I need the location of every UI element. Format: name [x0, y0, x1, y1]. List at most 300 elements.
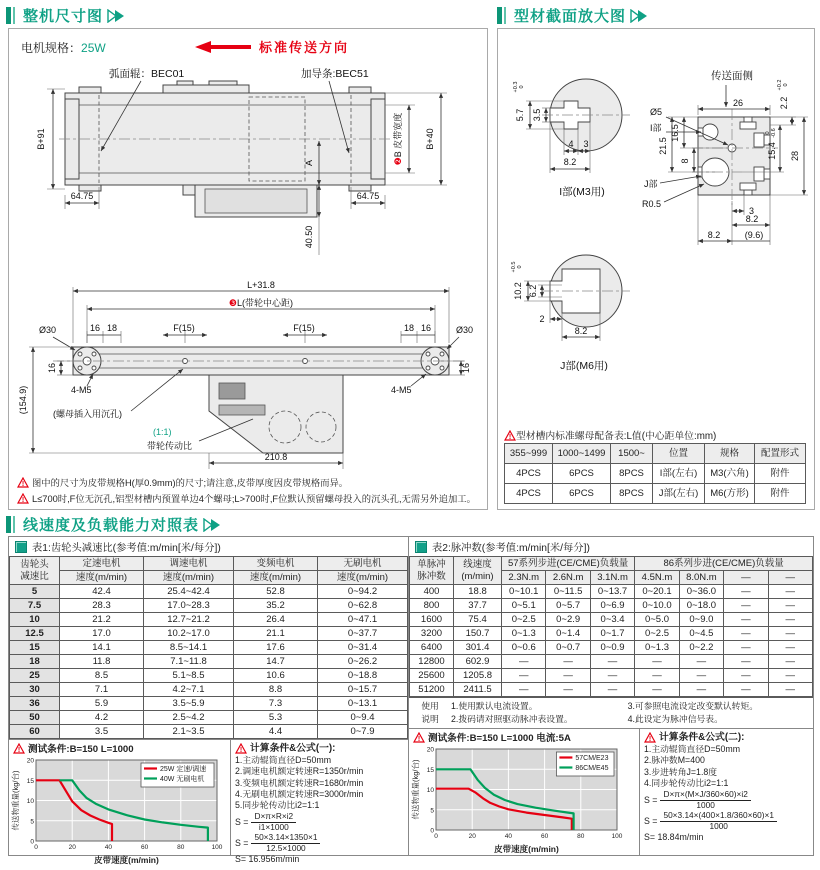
dim-label: (9.6): [744, 230, 764, 240]
svg-text:40: 40: [104, 844, 113, 851]
table2-bottom-row: [409, 728, 813, 855]
table-cell: —: [768, 627, 812, 641]
pulley-distance-label: ❸L(带轮中心距): [228, 298, 294, 308]
column-header: 57系列步进(CE/CME)负载量: [502, 557, 635, 571]
dim-label: 64.75: [70, 191, 94, 201]
table-cell: 2411.5: [454, 683, 502, 697]
table-cell: 6400: [410, 641, 454, 655]
formula2-title: [644, 731, 809, 744]
table-cell: 0~2.5: [635, 627, 679, 641]
formula-line: 5.同步轮传动比i2=1:1: [235, 800, 320, 811]
table-row: [410, 627, 813, 641]
table-cell: —: [768, 599, 812, 613]
svg-text:15: 15: [426, 766, 434, 774]
direction-arrow-shaft: [211, 45, 251, 49]
table-cell: 42.4: [60, 585, 144, 599]
svg-text:!: !: [21, 497, 25, 504]
tolerance-label: 0: [517, 265, 523, 269]
table-row: [10, 697, 408, 711]
table-cell: —: [635, 669, 679, 683]
column-header: 规格: [705, 444, 755, 464]
table-cell: 8PCS: [611, 464, 653, 484]
table-cell: 0~10.0: [635, 599, 679, 613]
column-header: 3.1N.m: [590, 571, 634, 585]
table-cell: 8PCS: [611, 484, 653, 504]
svg-text:!: !: [239, 747, 243, 754]
column-header: 2.3N.m: [502, 571, 546, 585]
formula1-box: [231, 740, 408, 865]
profile-cross-section-drawing: [498, 29, 812, 425]
table-row: [410, 613, 813, 627]
table-cell: 14.7: [234, 655, 318, 669]
table-row: [10, 599, 408, 613]
table-cell: 3200: [410, 627, 454, 641]
table-cell: 0~3.4: [590, 613, 634, 627]
conveyor-top-view-drawing: [13, 63, 483, 275]
table-cell: 8.8: [234, 683, 318, 697]
column-header: 齿轮头 减速比: [10, 557, 60, 585]
table-row: [505, 464, 806, 484]
conveyor-side-view-drawing: [13, 277, 483, 475]
table-cell: 8.5: [60, 669, 144, 683]
svg-text:皮带速度(m/min): 皮带速度(m/min): [94, 855, 159, 865]
table-cell: 28.3: [60, 599, 144, 613]
table-cell: —: [724, 599, 768, 613]
table-cell: 5.9: [60, 697, 144, 711]
chart2-title-text: 测试条件:B=150 L=1000 电流:5A: [428, 733, 571, 744]
table-cell: —: [546, 655, 590, 669]
column-header: 2.6N.m: [546, 571, 590, 585]
table-cell: 2.5~4.2: [144, 711, 234, 725]
section1-header: [6, 4, 125, 26]
table-cell: 0~2.9: [546, 613, 590, 627]
table1-block: [9, 537, 408, 739]
j-detail-caption: J部(M6用): [560, 360, 608, 372]
column-header: 4.5N.m: [635, 571, 679, 585]
formula-fraction: S = $\frac{50\times 3.14\times(400\times 1.8/360\times 60)\times 1}{1000}$: [644, 811, 809, 831]
table-cell: 0~20.1: [635, 585, 679, 599]
table-row: [10, 683, 408, 697]
table-cell: 3.5: [60, 725, 144, 739]
dim-label: Ø30: [39, 325, 57, 335]
table1-title: [9, 537, 408, 556]
motor-spec-value: 25W: [81, 41, 106, 55]
formula-fraction: S = $\frac{D\times\pi\times R\times i2}{i1\times 1000}$: [235, 812, 404, 832]
svg-text:80: 80: [577, 833, 585, 840]
table-row: [10, 613, 408, 627]
warning-icon: [235, 743, 247, 754]
table-cell: M6(方形): [705, 484, 755, 504]
table-cell: 6PCS: [553, 484, 611, 504]
column-header: 1500~: [611, 444, 653, 464]
table-cell: 4.4: [234, 725, 318, 739]
table-cell: 400: [410, 585, 454, 599]
table-cell: 0~36.0: [679, 585, 723, 599]
table-cell: 50: [10, 711, 60, 725]
formula-line: 1.主动辊筒直径D=50mm: [644, 744, 741, 754]
table-cell: 1205.8: [454, 669, 502, 683]
table-marker-icon: [15, 541, 27, 553]
table-row: [10, 711, 408, 725]
table-cell: —: [635, 655, 679, 669]
chevron-right-icon: [203, 518, 221, 532]
svg-text:25W 定速/调速: 25W 定速/调速: [160, 766, 207, 773]
table-cell: 0~2.2: [679, 641, 723, 655]
formula-line: 3.变频电机额定转速R=1680r/min: [235, 777, 364, 788]
table-cell: 0~31.4: [318, 641, 408, 655]
note-text: L≤700时,F位无沉孔,铝型材槽内预置单边4个螺母;L>700时,F位默认预留螺母投入的沉头孔,无需另外追加工。: [32, 494, 476, 504]
table-cell: 4PCS: [505, 464, 553, 484]
table-row: [410, 599, 813, 613]
header-bars-icon: [6, 7, 17, 24]
svg-text:5: 5: [430, 807, 434, 815]
svg-text:传送物重量(kg/台): 传送物重量(kg/台): [11, 770, 20, 831]
table-row: [10, 627, 408, 641]
dim-label: 18: [106, 323, 118, 333]
dim-label: 2: [539, 314, 545, 324]
table-cell: —: [502, 683, 546, 697]
svg-text:5: 5: [30, 818, 34, 826]
formula-line: 3.步进转角J=1.8度: [644, 766, 718, 777]
dim-label: Ø5: [650, 107, 663, 117]
table-cell: 4.2: [60, 711, 144, 725]
svg-text:60: 60: [540, 833, 549, 840]
motor-spec: [21, 39, 106, 56]
svg-text:0: 0: [430, 827, 434, 835]
table-cell: —: [724, 683, 768, 697]
table-cell: —: [679, 669, 723, 683]
table-cell: 0~7.9: [318, 725, 408, 739]
svg-text:10: 10: [26, 798, 34, 805]
side-view-shapes: [53, 347, 465, 453]
table-header-row: [10, 571, 408, 585]
table-cell: —: [724, 655, 768, 669]
pulse-table: [409, 556, 813, 697]
table-cell: 602.9: [454, 655, 502, 669]
table-cell: 0~9.0: [679, 613, 723, 627]
dim-label: 210.8: [264, 452, 288, 462]
nut-table-block: [504, 427, 806, 504]
table-cell: —: [724, 641, 768, 655]
tolerance-label: +0.2: [777, 79, 783, 91]
table-cell: 0~94.2: [318, 585, 408, 599]
svg-text:0: 0: [34, 844, 38, 851]
table-cell: 0~2.5: [502, 613, 546, 627]
column-header: —: [768, 571, 812, 585]
svg-text:57CM/E23: 57CM/E23: [575, 755, 609, 762]
section1-title: 整机尺寸图: [23, 7, 104, 25]
nut-table: [504, 443, 806, 504]
table-cell: 0~4.5: [679, 627, 723, 641]
motor-spec-label: 电机规格：: [21, 41, 82, 55]
formula-result: S= 18.84m/min: [644, 832, 704, 843]
table-cell: 36: [10, 697, 60, 711]
dim-label: B+91: [36, 128, 46, 150]
formula-fraction: S = $\frac{D\times\pi\times(M\times J/360\times 60)\times i2}{1000}$: [644, 790, 809, 810]
table-cell: 1600: [410, 613, 454, 627]
section3-header: [6, 513, 221, 535]
table-cell: 17.6: [234, 641, 318, 655]
dim-label: 18: [403, 323, 415, 333]
dim-label: 16: [89, 323, 101, 333]
svg-text:60: 60: [140, 844, 149, 851]
table-cell: —: [768, 683, 812, 697]
svg-text:10: 10: [426, 787, 434, 794]
dim-label: 3: [583, 139, 589, 149]
tolerance-label: +0.3: [513, 81, 519, 93]
table1-column: [9, 537, 409, 865]
warning-icon: [413, 732, 425, 743]
section3-title: 线速度及负载能力对照表: [23, 516, 200, 534]
svg-text:86CM/E45: 86CM/E45: [575, 765, 609, 772]
table-cell: 0~18.0: [679, 599, 723, 613]
svg-text:100: 100: [211, 844, 223, 851]
table-cell: 0~1.4: [546, 627, 590, 641]
dim-label: 16.5: [670, 124, 680, 142]
table-cell: —: [768, 613, 812, 627]
dim-label: 3.5: [532, 108, 542, 122]
table-cell: 51200: [410, 683, 454, 697]
table-cell: 7.1: [60, 683, 144, 697]
usage-label: 使用 说明: [421, 701, 439, 724]
section2-header: [497, 4, 648, 26]
table-cell: 0~10.1: [502, 585, 546, 599]
dim-label: 2.2: [779, 96, 789, 110]
speed-load-section: [8, 536, 814, 865]
table-header-row: [410, 557, 813, 571]
dim-label: (154.9): [18, 385, 28, 415]
direction-arrow-icon: [195, 41, 211, 53]
load-speed-chart-stepper: [411, 744, 623, 854]
dim-label: 5.7: [515, 108, 525, 122]
table-cell: 10.6: [234, 669, 318, 683]
table-cell: 0~37.7: [318, 627, 408, 641]
table-cell: 10.2~17.0: [144, 627, 234, 641]
dim-label: 6.2: [528, 284, 538, 298]
table-cell: 21.2: [60, 613, 144, 627]
table-cell: —: [502, 669, 546, 683]
table-cell: 0~1.3: [502, 627, 546, 641]
warning-icon: [504, 430, 516, 441]
i-detail-caption: I部(M3用): [559, 186, 605, 198]
table-cell: 附件: [755, 484, 806, 504]
formula-line: 2.调速电机额定转速R=1350r/min: [235, 766, 364, 777]
table-cell: —: [635, 683, 679, 697]
table-cell: —: [768, 655, 812, 669]
formula-line: 2.脉冲数M=400: [644, 755, 705, 766]
table-body: [410, 585, 813, 697]
table-cell: 0~1.3: [635, 641, 679, 655]
dim-label: F(15): [173, 323, 195, 333]
table-cell: 25.4~42.4: [144, 585, 234, 599]
svg-text:传送物重量(kg/台): 传送物重量(kg/台): [411, 759, 420, 820]
table-cell: —: [590, 669, 634, 683]
table-cell: —: [724, 585, 768, 599]
usage-notes: [409, 697, 813, 728]
part-label: J部: [644, 179, 658, 189]
table-cell: 17.0~28.3: [144, 599, 234, 613]
formula-fraction: S = $\frac{50\times 3.14\times 1350\times 1}{12.5\times 1000}$: [235, 833, 404, 853]
note-text: 图中的尺寸为皮带规格H(厚0.9mm)的尺寸;请注意,皮带厚度因皮带规格而异。: [32, 478, 349, 488]
table-cell: 75.4: [454, 613, 502, 627]
column-header: 线速度 (m/min): [454, 557, 502, 585]
dim-label: 16: [420, 323, 432, 333]
warning-icon: [644, 732, 656, 743]
table-cell: 0~5.7: [546, 599, 590, 613]
table-cell: 0~47.1: [318, 613, 408, 627]
table-row: [505, 484, 806, 504]
column-header: 定速电机: [60, 557, 144, 571]
table-cell: 0~13.7: [590, 585, 634, 599]
svg-text:40W 无刷电机: 40W 无刷电机: [160, 776, 205, 783]
table1-title-text: 表1:齿轮头减速比(参考值:m/min[米/每分]): [32, 543, 221, 554]
roller-callout: 弧面辊：BEC01: [109, 68, 185, 80]
table-row: [410, 655, 813, 669]
column-header: 无刷电机: [318, 557, 408, 571]
table-row: [410, 669, 813, 683]
guide-callout: 加导条:BEC51: [301, 68, 369, 80]
dim-label: 26: [732, 98, 744, 108]
gear-ratio-table: [9, 556, 408, 739]
dim-label: L+31.8: [247, 280, 275, 290]
table-cell: —: [502, 655, 546, 669]
tolerance-label: -0.6: [771, 128, 777, 138]
warning-icon: [17, 493, 29, 504]
table-cell: 150.7: [454, 627, 502, 641]
table-cell: 7.3: [234, 697, 318, 711]
table-cell: 0~62.8: [318, 599, 408, 613]
table-cell: 4.2~7.1: [144, 683, 234, 697]
section2-title: 型材截面放大图: [514, 7, 627, 25]
svg-text:0: 0: [30, 838, 34, 846]
dim-label: 40.50: [304, 225, 314, 249]
table-cell: 3.5~5.9: [144, 697, 234, 711]
table-cell: 0~15.7: [318, 683, 408, 697]
svg-text:40: 40: [504, 833, 513, 840]
formula2-title-text: 计算条件&公式(二):: [659, 731, 745, 743]
nut-table-title: [504, 427, 806, 443]
table-cell: 800: [410, 599, 454, 613]
column-header: 1000~1499: [553, 444, 611, 464]
chart1-box: [9, 740, 231, 865]
dim-label: 4-M5: [391, 385, 412, 395]
svg-text:!: !: [17, 746, 21, 754]
column-header: 调速电机: [144, 557, 234, 571]
table-cell: —: [590, 683, 634, 697]
dim-label: Ø30: [455, 325, 473, 335]
tolerance-label: 0: [783, 83, 789, 87]
tolerance-label: 0: [765, 131, 771, 135]
table-cell: 8.5~14.1: [144, 641, 234, 655]
part-label: I部: [650, 123, 662, 133]
table-cell: —: [724, 613, 768, 627]
warning-icon: [13, 743, 25, 754]
table-cell: I部(左右): [653, 464, 705, 484]
belt-face-label: 传送面侧: [711, 70, 753, 82]
table-cell: 25600: [410, 669, 454, 683]
table-cell: 附件: [755, 464, 806, 484]
table-cell: 5.3: [234, 711, 318, 725]
formula-result: S= 16.956m/min: [235, 854, 300, 865]
table-cell: 0~5.1: [502, 599, 546, 613]
table-cell: M3(六角): [705, 464, 755, 484]
dim-label: 15.4: [767, 142, 777, 160]
table-cell: 7.5: [10, 599, 60, 613]
table-cell: 21.1: [234, 627, 318, 641]
profile-section-panel: [497, 28, 815, 510]
table-cell: —: [679, 683, 723, 697]
dim-label: 28: [790, 150, 800, 162]
dim-label: F(15): [293, 323, 315, 333]
dim-label: 8: [680, 158, 690, 164]
dim-label: 64.75: [356, 191, 380, 201]
table-row: [10, 725, 408, 739]
table-cell: 35.2: [234, 599, 318, 613]
svg-text:!: !: [648, 736, 652, 743]
formula-line: 4.同步轮传动比i2=1:1: [644, 777, 729, 788]
svg-text:20: 20: [26, 757, 34, 765]
ratio-caption: 带轮传动比: [147, 441, 193, 451]
table-cell: 301.4: [454, 641, 502, 655]
column-header: —: [724, 571, 768, 585]
table-cell: —: [724, 669, 768, 683]
svg-text:皮带速度(m/min): 皮带速度(m/min): [494, 844, 559, 854]
chart1-title-text: 测试条件:B=150 L=1000: [28, 744, 134, 755]
column-header: 速度(m/min): [60, 571, 144, 585]
table-header-row: [10, 557, 408, 571]
dim-label: 3: [749, 206, 755, 216]
column-header: 配置形式: [755, 444, 806, 464]
conveyor-body-shapes: [59, 81, 391, 217]
table-cell: 0~9.4: [318, 711, 408, 725]
table-cell: 0~11.5: [546, 585, 590, 599]
j-slot-detail: [511, 255, 630, 372]
formula2-box: [640, 729, 813, 855]
tolerance-label: 0: [519, 85, 525, 89]
formula1-title-text: 计算条件&公式(一):: [250, 742, 336, 754]
dim-label: 16: [47, 362, 57, 374]
table-cell: 0~1.7: [590, 627, 634, 641]
column-header: 速度(m/min): [144, 571, 234, 585]
table-body: [505, 464, 806, 504]
column-header: 单脉冲 脉冲数: [410, 557, 454, 585]
table-cell: 18.8: [454, 585, 502, 599]
table-cell: 11.8: [60, 655, 144, 669]
table-cell: —: [768, 669, 812, 683]
dim-label: 8.2: [707, 230, 721, 240]
table-cell: —: [768, 641, 812, 655]
chevron-right-icon: [107, 9, 125, 23]
dim-label: R0.5: [642, 199, 662, 209]
table-cell: 5.1~8.5: [144, 669, 234, 683]
table-cell: 52.8: [234, 585, 318, 599]
dim-label: 10.2: [513, 282, 523, 300]
table-cell: —: [679, 655, 723, 669]
svg-text:20: 20: [426, 746, 434, 754]
formula-line: 4.无刷电机额定转速R=3000r/min: [235, 788, 364, 799]
column-header: 86系列步进(CE/CME)负载量: [635, 557, 813, 571]
table-cell: —: [768, 585, 812, 599]
svg-text:20: 20: [468, 833, 476, 840]
table-cell: 10: [10, 613, 60, 627]
chart1-title: [11, 741, 230, 755]
table-row: [10, 641, 408, 655]
column-header: 355~999: [505, 444, 553, 464]
svg-text:15: 15: [26, 777, 34, 785]
column-header: 位置: [653, 444, 705, 464]
chevron-right-icon: [630, 9, 648, 23]
dim-label: 21.5: [658, 137, 668, 155]
